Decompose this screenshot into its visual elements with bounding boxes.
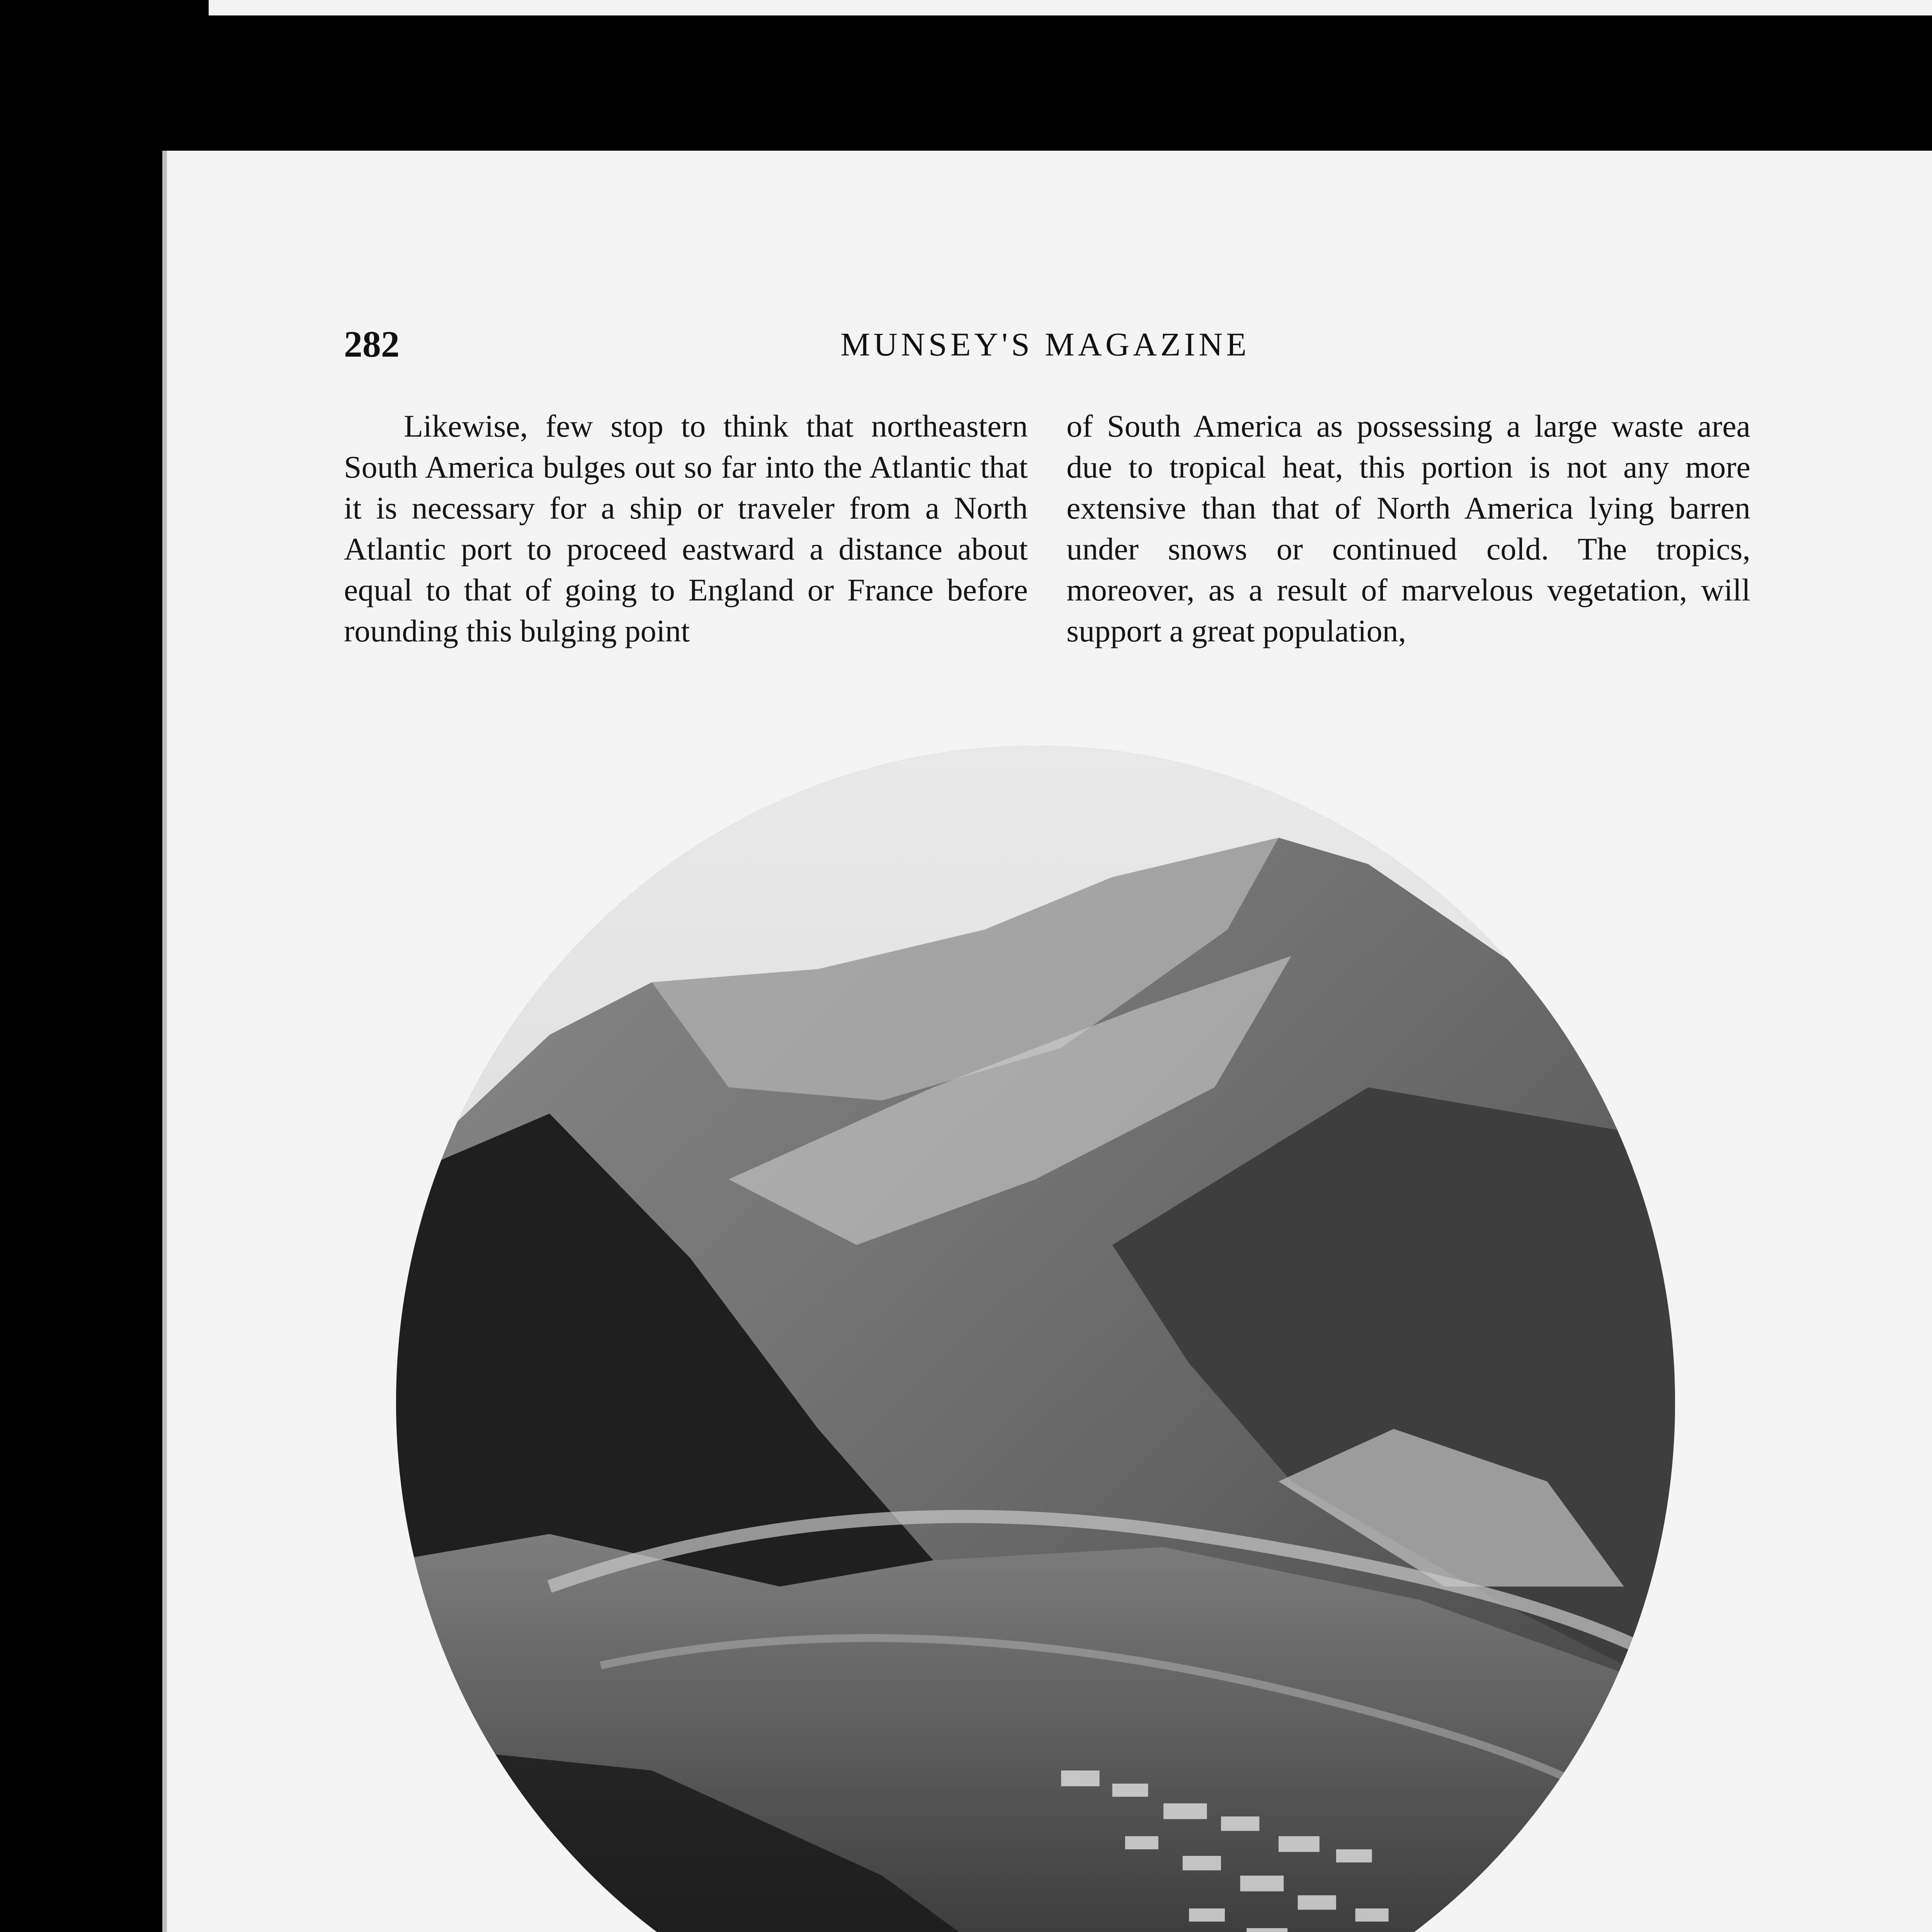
page-header: [344, 323, 1747, 369]
paragraph: of South America as possessing a large waste area due to tropical heat, this portion is not any more extensive than that of North America lying barren under snows or continued cold. The tropics, moreover, as a result of marvelous vegetation, will support a great population,: [1066, 408, 1750, 648]
page-number: 282: [344, 323, 400, 365]
paragraph: Likewise, few stop to think that northeastern South America bulges out so far into the Atlantic that it is necessary for a ship or traveler from a North Atlantic port to proceed eastward a distance about equal to that of going to England or France before rounding this bulging point: [344, 408, 1028, 648]
top-left-column: [344, 406, 1028, 651]
top-right-column: [1066, 406, 1750, 651]
running-head: MUNSEY'S MAGAZINE: [840, 326, 1250, 363]
previous-page-strip: [209, 0, 1932, 15]
